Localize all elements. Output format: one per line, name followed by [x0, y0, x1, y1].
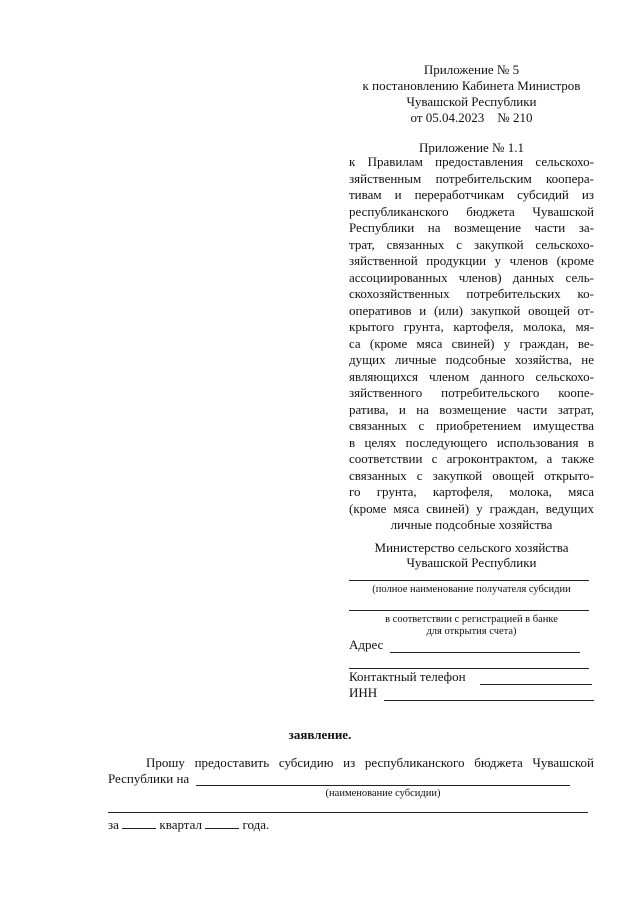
republic-name: Чувашской Республики — [406, 94, 537, 109]
bank-hint-1: в соответствии с регистрацией в банке — [385, 614, 558, 625]
addressee-republic: Чувашской Республики — [406, 555, 537, 570]
subsidy-name-hint: (наименование субсидии) — [325, 788, 441, 799]
sub-annex-line: ассоциированных членов) данных сель- — [349, 269, 594, 285]
address-field[interactable] — [390, 652, 580, 653]
sub-annex-title: Приложение № 1.1 — [419, 140, 524, 155]
sub-annex-line: Республики на возмещение части за- — [349, 220, 594, 235]
sub-annex-line: связанных с приобретением имущества — [349, 418, 594, 433]
sub-annex-line: ратива, и на возмещение части затрат, — [349, 401, 594, 417]
subsidy-name-field-2[interactable] — [108, 812, 588, 813]
goda-label: года. — [242, 817, 270, 832]
resolution-date-number: от 05.04.2023 № 210 — [410, 110, 533, 125]
phone-label: Контактный телефон — [349, 669, 466, 684]
sub-annex-line: трат, связанных с закупкой сельскохо- — [349, 236, 594, 252]
za-label: за — [108, 817, 119, 832]
sub-annex-line: крытого грунта, картофеля, молока, мя- — [349, 319, 594, 334]
sub-annex-line: связанных с закупкой овощей открыто- — [349, 467, 594, 483]
sub-annex-line: скохозяйственных потребительских ко- — [349, 286, 594, 301]
sub-annex-line: са (кроме мяса свиней) у граждан, ве- — [349, 335, 594, 351]
inn-label: ИНН — [349, 685, 378, 700]
phone-field[interactable] — [480, 684, 592, 685]
subsidy-name-field[interactable] — [196, 785, 570, 786]
year-field[interactable] — [205, 816, 239, 829]
kvartal-label: квартал — [159, 817, 202, 832]
sub-annex-line: зяйственного потребительского коопе- — [349, 385, 594, 400]
period-line — [108, 816, 269, 833]
sub-annex-line: го грунта, картофеля, молока, мяса — [349, 484, 594, 499]
sub-annex-line: дущих личные подсобные хозяйства, не — [349, 352, 594, 367]
sub-annex-text — [349, 154, 594, 534]
sub-annex-line: являющихся членом данного сельскохо- — [349, 368, 594, 384]
sub-annex-line: соответствии с агроконтрактом, а также — [349, 451, 594, 466]
address-label: Адрес — [349, 637, 384, 652]
sub-annex-line: оперативов и (или) закупкой овощей от- — [349, 302, 594, 318]
statement-line-1: Прошу предоставить субсидию из республиканского бюджета Чувашской — [146, 755, 594, 770]
sub-annex-line: зяйственной продукции у членов (кроме — [349, 253, 594, 268]
resolution-reference: к постановлению Кабинета Министров — [362, 78, 581, 93]
sub-annex-line: личные подсобные хозяйства — [390, 517, 553, 532]
sub-annex-line: (кроме мяса свиней) у граждан, ведущих — [349, 500, 594, 516]
annex-number: Приложение № 5 — [423, 62, 520, 77]
quarter-field[interactable] — [122, 816, 156, 829]
inn-field[interactable] — [384, 700, 594, 701]
recipient-name-field-2[interactable] — [349, 610, 589, 611]
bank-hint-2: для открытия счета) — [426, 626, 517, 637]
sub-annex-line: зяйственным потребительским коопера- — [349, 170, 594, 186]
sub-annex-line: республиканского бюджета Чувашской — [349, 203, 594, 219]
addressee-ministry: Министерство сельского хозяйства — [374, 540, 569, 555]
statement-line-2-prefix: Республики на — [108, 771, 190, 786]
statement-title: заявление. — [288, 727, 352, 742]
recipient-name-hint: (полное наименование получателя субсидии — [372, 584, 571, 595]
recipient-name-field[interactable] — [349, 580, 589, 581]
sub-annex-line: тивам и переработчикам субсидий из — [349, 187, 594, 202]
sub-annex-line: в целях последующего использования в — [349, 434, 594, 450]
sub-annex-line: к Правилам предоставления сельскохо- — [349, 154, 594, 169]
